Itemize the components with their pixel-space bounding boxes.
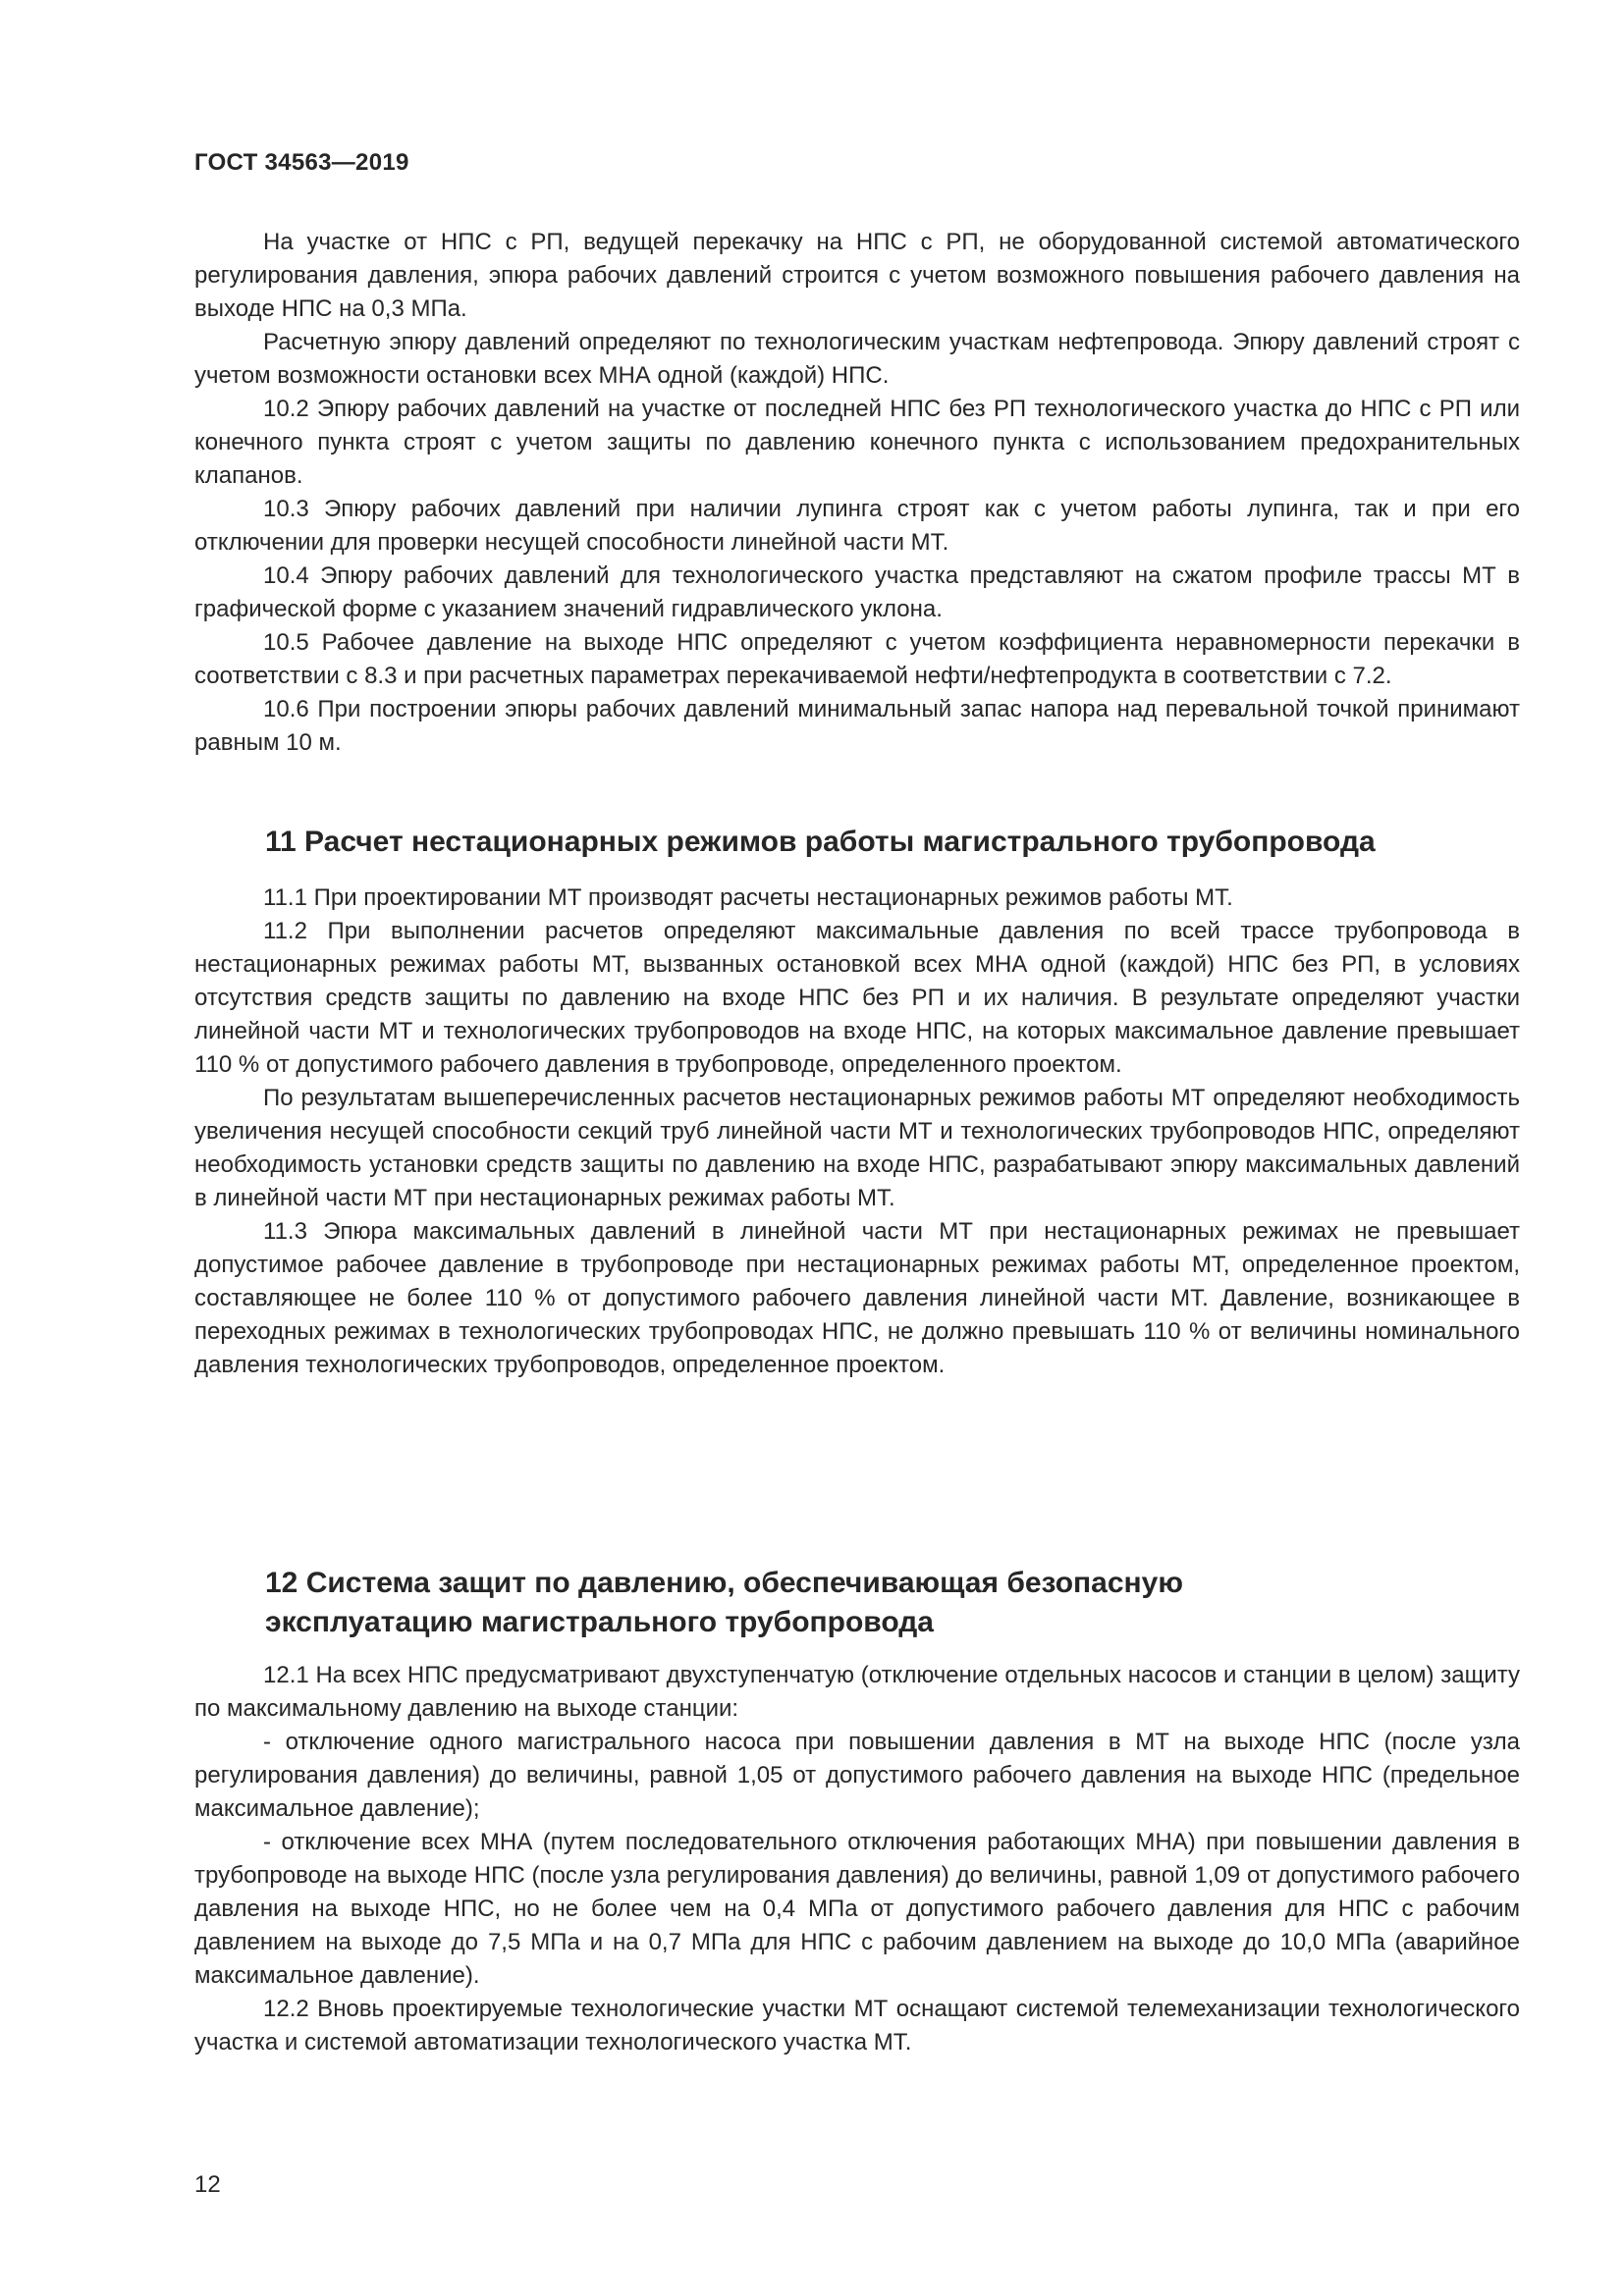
paragraph: На участке от НПС с РП, ведущей перекачку на НПС с РП, не оборудованной системой автоматического регулирования давления, эпюра рабочих давлений строится с учетом возможного повышения рабочего давления на выходе НПС на 0,3 МПа. — [194, 229, 1520, 322]
paragraph-12-1: 12.1 На всех НПС предусматривают двухступенчатую (отключение отдельных насосов и станции в целом) защиту по максимальному давлению на выходе станции: — [194, 1662, 1520, 1722]
paragraph: По результатам вышеперечисленных расчетов нестационарных режимов работы МТ определяют необходимость увеличения несущей способности секций труб линейной части МТ и технологических трубопроводов НПС, определяют необходимость установки средств защиты по давлению на входе НПС, разрабатывают эпюру максимальных давлений в линейной части МТ при нестационарных режимах работы МТ. — [194, 1085, 1520, 1211]
list-item: - отключение всех МНА (путем последовательного отключения работающих МНА) при повышении давления в трубопроводе на выходе НПС (после узла регулирования давления) до величины, равной 1,09 от допустимого рабочего давления на выходе НПС, но не более чем на 0,4 МПа от допустимого рабочего давления для НПС с рабочим давлением на выходе до 7,5 МПа и на 0,7 МПа для НПС с рабочим давлением на выходе до 10,0 МПа (аварийное максимальное давление). — [194, 1829, 1520, 1989]
paragraph-11-1: 11.1 При проектировании МТ производят расчеты нестационарных режимов работы МТ. — [263, 884, 1233, 911]
paragraph-11-3: 11.3 Эпюра максимальных давлений в линейной части МТ при нестационарных режимах не превышает допустимое рабочее давление в трубопроводе при нестационарных режимах работы МТ, определенное проектом, составляющее не более 110 % от допустимого рабочего давления линейной части МТ. Давление, возникающее в переходных режимах в технологических трубопроводах НПС, не должно превышать 110 % от величины номинального давления технологических трубопроводов, определенное проектом. — [194, 1218, 1520, 1378]
document-header: ГОСТ 34563—2019 — [194, 149, 409, 176]
paragraph-11-2: 11.2 При выполнении расчетов определяют максимальные давления по всей трассе трубопровода в нестационарных режимах работы МТ, вызванных остановкой всех МНА одной (каждой) НПС без РП, в условиях отсутствия средств защиты по давлению на входе НПС без РП и их наличия. В результате определяют участки линейной части МТ и технологических трубопроводов на входе НПС, на которых максимальное давление превышает 110 % от допустимого рабочего давления в трубопроводе, определенного проектом. — [194, 918, 1520, 1078]
section-11-body — [194, 881, 1520, 1382]
paragraph-12-2: 12.2 Вновь проектируемые технологические участки МТ оснащают системой телемеханизации технологического участка и системой автоматизации технологического участка МТ. — [194, 1996, 1520, 2056]
paragraph-10-2: 10.2 Эпюру рабочих давлений на участке от последней НПС без РП технологического участка до НПС с РП или конечного пункта строят с учетом защиты по давлению конечного пункта с использованием предохранительных клапанов. — [194, 396, 1520, 489]
section-10-continuation — [194, 226, 1520, 760]
paragraph: Расчетную эпюру давлений определяют по технологическим участкам нефтепровода. Эпюру давлений строят с учетом возможности остановки всех МНА одной (каждой) НПС. — [194, 329, 1520, 389]
page-number: 12 — [194, 2171, 221, 2198]
section-12-heading-line-2: эксплуатацию магистрального трубопровода — [265, 1606, 934, 1638]
list-item: - отключение одного магистрального насоса при повышении давления в МТ на выходе НПС (после узла регулирования давления) до величины, равной 1,05 от допустимого рабочего давления на выходе НПС (предельное максимальное давление); — [194, 1729, 1520, 1822]
paragraph-10-6: 10.6 При построении эпюры рабочих давлений минимальный запас напора над перевальной точкой принимают равным 10 м. — [194, 696, 1520, 756]
section-11-heading: 11 Расчет нестационарных режимов работы магистрального трубопровода — [265, 826, 1376, 858]
section-12-heading-line-1: 12 Система защит по давлению, обеспечивающая безопасную — [265, 1567, 1183, 1599]
paragraph-10-4: 10.4 Эпюру рабочих давлений для технологического участка представляют на сжатом профиле трассы МТ в графической форме с указанием значений гидравлического уклона. — [194, 562, 1520, 622]
section-12-heading — [265, 1564, 1520, 1642]
paragraph-10-5: 10.5 Рабочее давление на выходе НПС определяют с учетом коэффициента неравномерности перекачки в соответствии с 8.3 и при расчетных параметрах перекачиваемой нефти/нефтепродукта в соответствии с 7.2. — [194, 629, 1520, 689]
paragraph-10-3: 10.3 Эпюру рабочих давлений при наличии лупинга строят как с учетом работы лупинга, так и при его отключении для проверки несущей способности линейной части МТ. — [194, 496, 1520, 556]
section-12-body — [194, 1659, 1520, 2059]
